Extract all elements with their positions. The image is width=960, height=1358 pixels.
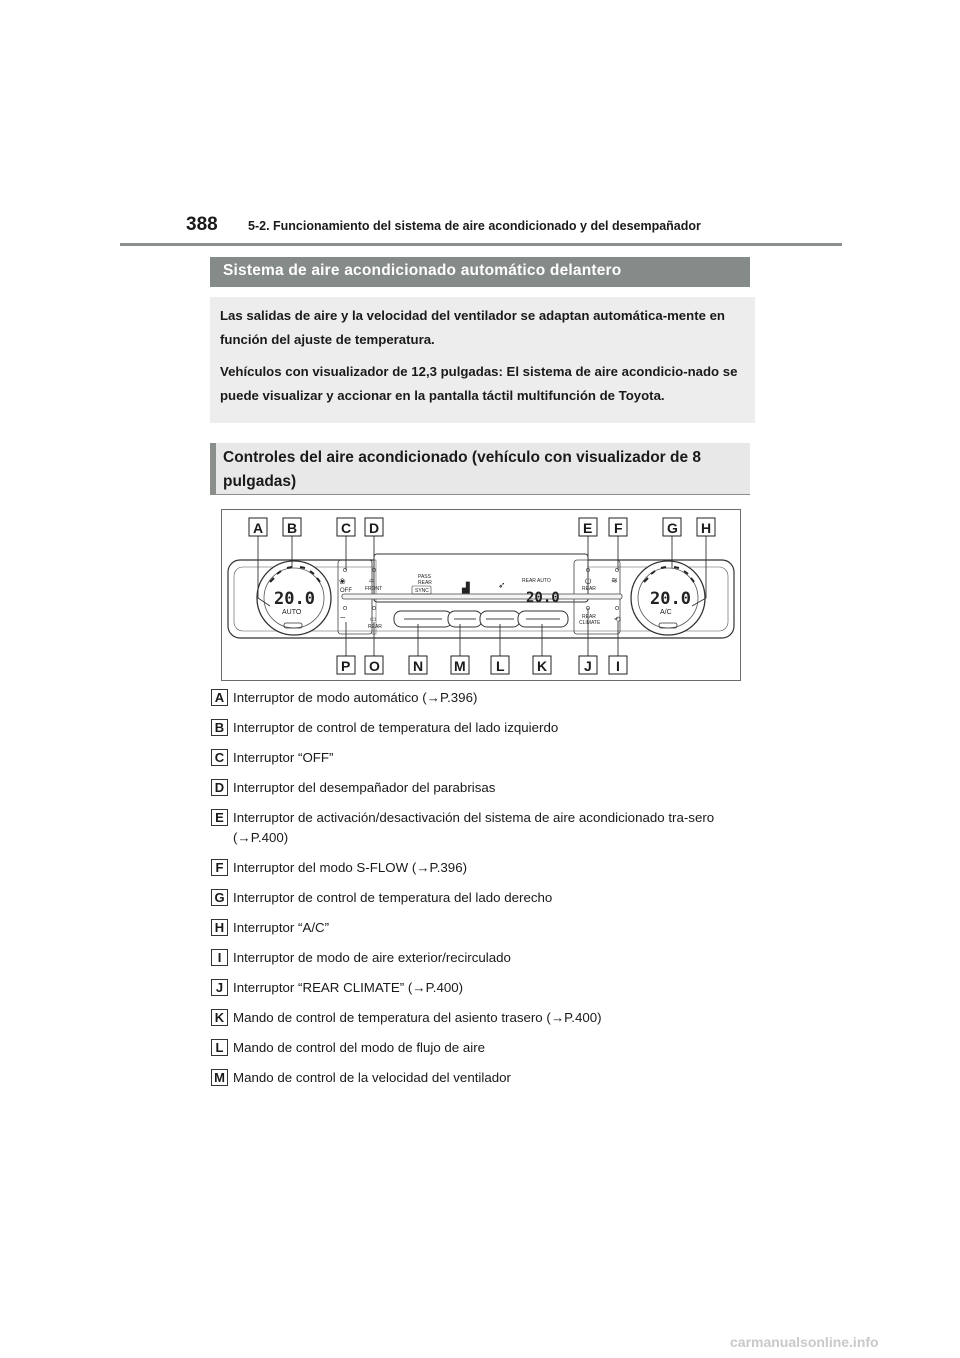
legend-letter: K — [211, 1009, 228, 1026]
legend-text: Interruptor de control de temperatura del lado derecho — [233, 890, 553, 905]
callout-o: O — [369, 658, 380, 674]
callout-n: N — [413, 658, 424, 674]
left-temp-readout: 20.0 — [274, 589, 315, 609]
rear-defrost-icon: ▭ — [370, 616, 377, 623]
legend-text: Interruptor “A/C” — [233, 920, 330, 935]
callout-h: H — [701, 520, 712, 536]
callout-m: M — [454, 658, 466, 674]
rear-label: REAR — [368, 624, 382, 630]
legend-letter: D — [211, 779, 228, 796]
legend-text: Mando de control de la velocidad del ventilador — [233, 1070, 511, 1085]
airflow-mode-icon: ➶ — [498, 580, 506, 590]
legend-text: Interruptor de activación/desactivación del sistema de aire acondicionado tra-sero (→P.400) — [233, 810, 715, 845]
legend-text: Interruptor del modo S-FLOW (→P.396) — [233, 860, 468, 875]
legend-text: Interruptor de control de temperatura del lado izquierdo — [233, 720, 559, 735]
callout-c: C — [341, 520, 352, 536]
legend-text: Interruptor “REAR CLIMATE” (→P.400) — [233, 980, 464, 995]
legend-text: Mando de control del modo de flujo de aire — [233, 1040, 486, 1055]
callout-j: J — [584, 658, 592, 674]
callout-p: P — [341, 658, 351, 674]
callout-k: K — [537, 658, 548, 674]
intro-paragraph-1: Las salidas de aire y la velocidad del ventilador se adaptan automática-mente en función del ajuste de temperatura. — [220, 308, 725, 347]
legend-text: Interruptor de modo automático (→P.396) — [233, 690, 478, 705]
rear-climate-label-2: CLIMATE — [579, 620, 601, 626]
rear-auto-label: REAR AUTO — [522, 578, 551, 584]
center-temp-readout: 20.0 — [526, 590, 560, 606]
watermark: carmanualsonline.info — [730, 1334, 879, 1350]
intro-box — [210, 297, 755, 423]
legend-text: Interruptor de modo de aire exterior/recirculado — [233, 950, 511, 965]
legend-text: Interruptor “OFF” — [233, 750, 334, 765]
s-flow-icon: ≋ — [611, 576, 618, 585]
subsection-title: Controles del aire acondicionado (vehículo con visualizador de 8 pulgadas) — [210, 443, 750, 495]
legend-item — [211, 778, 771, 798]
sync-label: SYNC — [415, 588, 429, 594]
top-callouts — [249, 518, 715, 536]
legend-item — [211, 1068, 771, 1088]
legend-item — [211, 1008, 771, 1028]
right-temp-readout: 20.0 — [650, 589, 691, 609]
callout-i: I — [616, 658, 620, 674]
rear-climate-label-1: REAR — [582, 614, 596, 620]
windshield-icon: ⌔ — [339, 615, 347, 624]
front-label: FRONT — [365, 586, 383, 592]
callout-d: D — [369, 520, 380, 536]
page-number: 388 — [186, 214, 218, 235]
ac-panel-illustration — [222, 510, 740, 680]
pass-label: PASS — [418, 574, 431, 580]
legend-letter: A — [211, 689, 228, 706]
legend-item — [211, 918, 771, 938]
auto-label: AUTO — [282, 609, 302, 616]
fan-icon: ❀ — [339, 577, 346, 586]
bottom-callouts — [337, 656, 627, 674]
legend-letter: M — [211, 1069, 228, 1086]
intro-paragraph-2: Vehículos con visualizador de 12,3 pulgadas: El sistema de aire acondicio-nado se puede visualizar y accionar en la pantalla táctil multifunción de Toyota. — [220, 364, 738, 403]
rear-right-label: REAR — [582, 586, 596, 592]
legend-letter: C — [211, 749, 228, 766]
callout-l: L — [496, 658, 505, 674]
callout-b: B — [287, 520, 298, 536]
header-rule — [120, 243, 842, 246]
callout-e: E — [583, 520, 593, 536]
legend-item — [211, 978, 771, 998]
defroster-icon: ⌓ — [369, 577, 375, 584]
legend-letter: I — [211, 949, 228, 966]
legend-letter: F — [211, 859, 228, 876]
legend-letter: L — [211, 1039, 228, 1056]
ac-control-panel-figure — [221, 509, 741, 681]
legend-text: Mando de control de temperatura del asiento trasero (→P.400) — [233, 1010, 602, 1025]
legend-item — [211, 718, 771, 738]
running-header: 5-2. Funcionamiento del sistema de aire acondicionado y del desempañador — [248, 219, 701, 233]
callout-g: G — [667, 520, 678, 536]
legend-letter: J — [211, 979, 228, 996]
callout-a: A — [253, 520, 264, 536]
legend-item — [211, 888, 771, 908]
section-title: Sistema de aire acondicionado automático delantero — [210, 257, 750, 287]
ac-label: A/C — [660, 609, 672, 616]
legend-item — [211, 688, 771, 708]
legend-letter: H — [211, 919, 228, 936]
seat-heat-icon: ▟ — [462, 583, 470, 594]
legend-letter: G — [211, 889, 228, 906]
legend-item — [211, 748, 771, 768]
callout-legend — [211, 688, 771, 1098]
legend-letter: B — [211, 719, 228, 736]
power-icon: ⏻ — [585, 577, 592, 586]
legend-item — [211, 948, 771, 968]
legend-item — [211, 858, 771, 878]
legend-item — [211, 1038, 771, 1058]
pass-rear-label: REAR — [418, 580, 432, 586]
callout-f: F — [614, 520, 623, 536]
off-label: OFF — [340, 588, 352, 594]
legend-letter: E — [211, 809, 228, 826]
recirculation-icon: ⟲ — [614, 615, 621, 624]
legend-item — [211, 808, 771, 848]
legend-text: Interruptor del desempañador del parabrisas — [233, 780, 496, 795]
